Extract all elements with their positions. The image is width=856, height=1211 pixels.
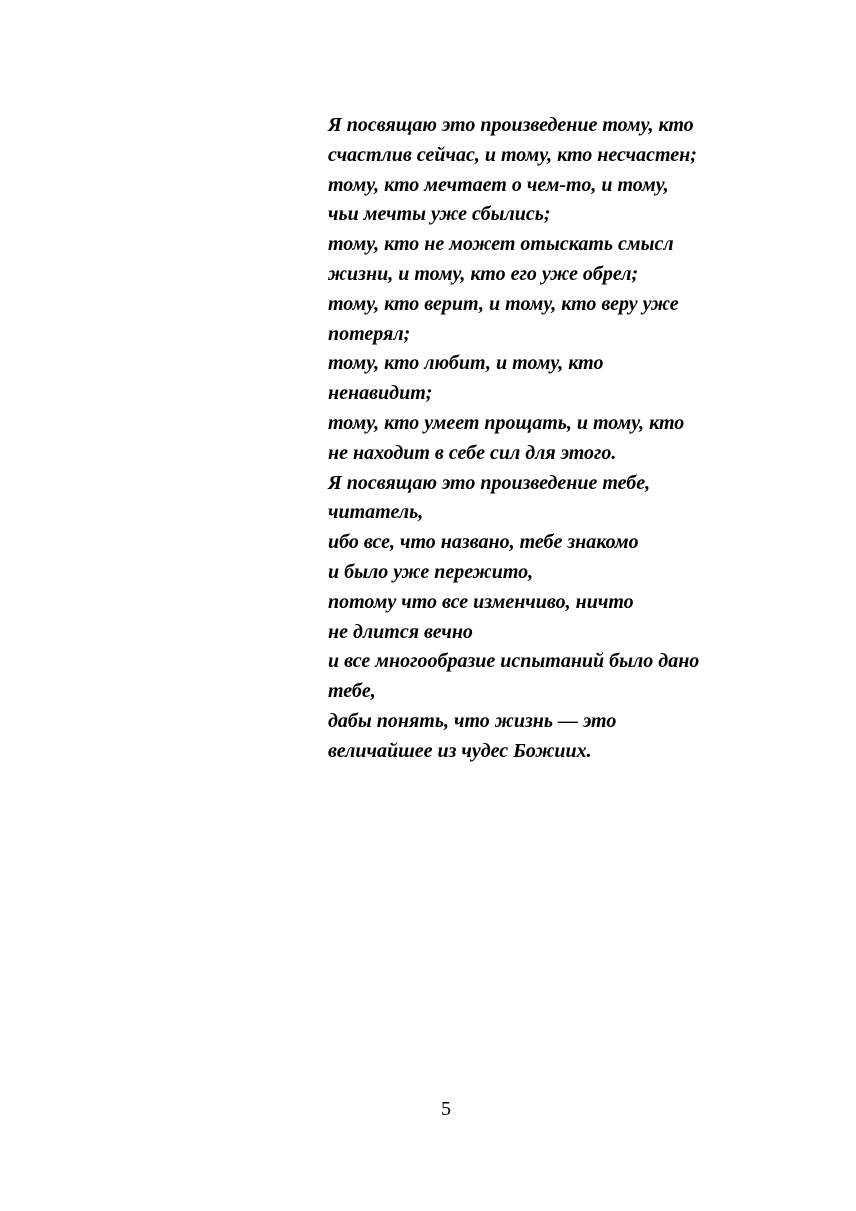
dedication-line: не длится вечно (328, 620, 473, 643)
dedication-line: тому, кто умеет прощать, и тому, кто (328, 411, 685, 434)
dedication-line: чьи мечты уже сбылись; (328, 203, 551, 226)
dedication-line: Я посвящаю это произведение тому, кто (328, 114, 694, 136)
dedication-line: счастлив сейчас, и тому, кто несчастен; (328, 143, 697, 166)
dedication-line: Я посвящаю это произведение тебе, (328, 471, 651, 494)
dedication-line: потерял; (328, 322, 411, 345)
dedication-line: и все многообразие испытаний было дано (328, 650, 700, 673)
dedication-line: величайшее из чудес Божиих. (328, 739, 592, 762)
dedication-line: тому, кто не может отыскать смысл (328, 233, 674, 256)
dedication-line: тому, кто мечтает о чем-то, и тому, (328, 173, 669, 196)
dedication-line: не находит в себе сил для этого. (328, 441, 617, 464)
dedication-line: читатель, (328, 501, 424, 524)
dedication-line: ибо все, что названо, тебе знакомо (328, 531, 639, 554)
dedication-line: тому, кто любит, и тому, кто (328, 352, 604, 375)
dedication-text (328, 111, 828, 767)
dedication-line: потому что все изменчиво, ничто (328, 590, 634, 613)
dedication-line: и было уже пережито, (328, 560, 534, 583)
dedication-line: дабы понять, что жизнь — это (328, 709, 617, 732)
dedication-line: жизни, и тому, кто его уже обрел; (328, 262, 639, 285)
page-number: 5 (441, 1098, 451, 1120)
dedication-line: тому, кто верит, и тому, кто веру уже (328, 292, 679, 315)
dedication-line: ненавидит; (328, 382, 433, 405)
dedication-line: тебе, (328, 680, 376, 703)
